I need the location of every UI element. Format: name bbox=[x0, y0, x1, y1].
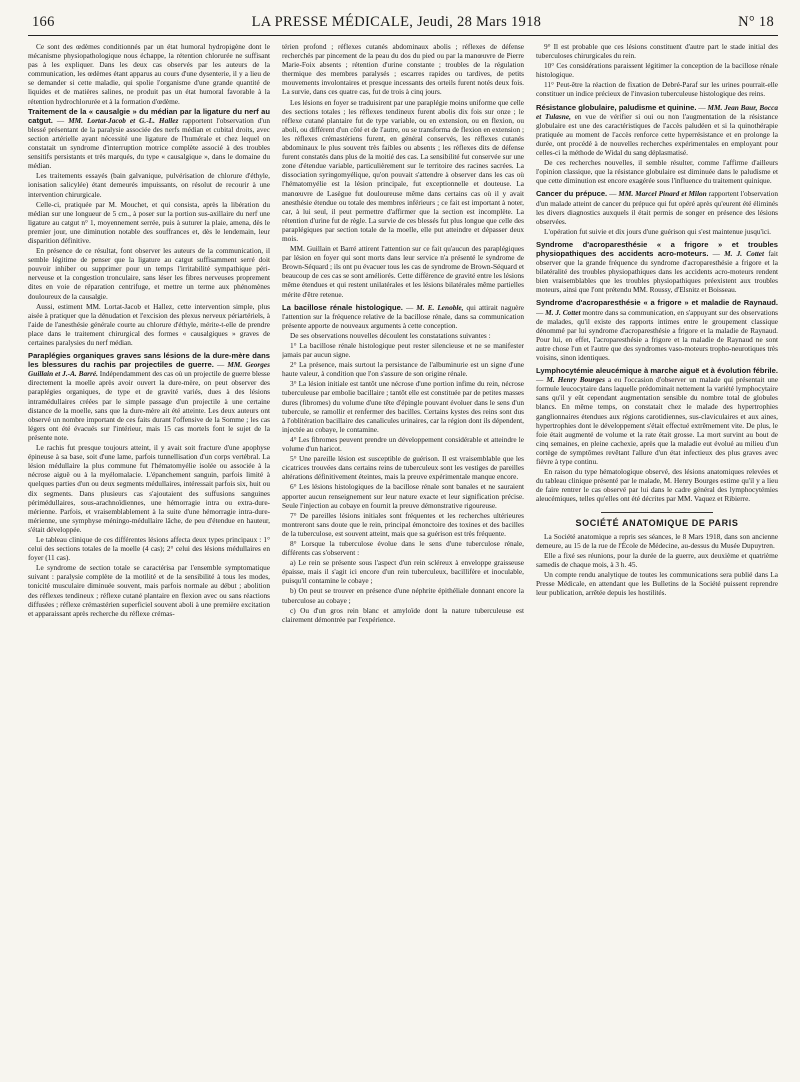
paragraph: Les lésions en foyer se traduisirent par une paraplégie moins uniforme que celle des sections totales ; les réflexes tendineux furent abolis dix fois sur onze ; le réflexe cutané plantaire fut de type variable, ou en extension, ou en flexion, ou aboli, ou différent d'un côté et de l'autre, ou se transforma de flexion en extension ; les réflexes crémastériens furent, en général conservés, les réflexes cutanés abdominaux le plus souvent très faibles ou absents ; les réflexes dits de défense furent constatés dans plus de la moitié des cas. La sensibilité fut conservée sur une zone d'étendue variable, particulièrement sur le territoire des racines sacrées. La dissociation syringomyélique, qu'on pouvait s'attendre à observer dans les cas où l'hématomyélie est la lésion principale, fut exceptionnelle et douteuse. La manœuvre de Lasègue fut douloureuse même dans certains cas où il y avait anesthésie étendue ou totale des membres inférieurs ; ce fait est important à noter, car, à lui seul, il peut permettre d'affirmer que la section est incomplète. La rétention d'urine fut de règle. La survie de ces blessés fut plus longue que celle des paraplégiques par section totale de la moelle, elle put atteindre et dépasser deux mois. bbox=[282, 97, 524, 243]
paragraph: 9° Il est probable que ces lésions constituent d'autre part le stade initial des tuberculoses chirurgicales du rein. bbox=[536, 42, 778, 61]
section-pinard: Cancer du prépuce. — MM. Marcel Pinard et Milon rapportent l'observation d'un malade atteint de cancer du prépuce qui fut opéré après qu'eurent été éliminés les divers diagnostics auxquels il était permis de songer en présence des lésions observées. bbox=[536, 189, 778, 226]
page-header bbox=[28, 14, 778, 36]
paragraph: Le syndrome de section totale se caractérisa par l'ensemble symptomatique suivant : paralysie complète de la motilité et de la sensibilité à tous les modes, tonicité musculaire diminuée souvent, mais parfois normale au début ; abolition des réflexes tendineux ; réflexe cutané plantaire en flexion avec ou sans réactions diffusées ; réflexe crémastérien superficiel souvent aboli à une première excitation et apparaissant après recherche du réflexe crémas- bbox=[28, 563, 270, 618]
section-title: Lymphocytémie aleucémique à marche aiguë et à évolution fébrile. bbox=[536, 366, 778, 376]
paragraph: 7° De pareilles lésions initiales sont fréquentes et les recherches ultérieures montreront sans doute que le rein, principal émonctoire des toxines et des bacilles de la tuberculose, est souvent atteint, mais que sa guérison est très fréquente. bbox=[282, 510, 524, 538]
paragraph: b) On peut se trouver en présence d'une néphrite épithéliale donnant encore la tuberculose au cobaye ; bbox=[282, 586, 524, 605]
section-authors: M. J. Cottet bbox=[545, 307, 581, 317]
section-text: a eu l'occasion d'observer un malade qui présentait une formule leucocytaire dans laquelle prédominait nettement la variété lymphocytaire sans qu'il y eût cependant augmentation sensible du nombre total de globules blancs. En même temps, on constatait chez le malade des hypertrophies ganglionnaires étendues aux régions carotidiennes, sus-claviculaires et aux aines, hypertrophies dont le développement s'était effectué extrêmement vite. De plus, le foie était augmenté de volume et la rate était grosse. La mort survint au bout de cinq semaines, en pleine cachexie, après que la maladie eut évolué au milieu d'un cortège de symptômes revêtant l'allure d'un état infectieux des plus graves avec fièvre à type continu. bbox=[536, 375, 778, 467]
paragraph: 2° La présence, mais surtout la persistance de l'albuminurie est un signe d'une haute valeur, à condition que l'on s'assure de son origine rénale. bbox=[282, 360, 524, 379]
section-title: Résistance globulaire, paludisme et quinine. bbox=[536, 102, 697, 112]
paragraph: 6° Les lésions histologiques de la bacillose rénale sont banales et ne sauraient apporter aucun renseignement sur leur nature exacte et leur signification précise. Seule l'injection au cobaye en fournit la preuve démonstrative rigoureuse. bbox=[282, 482, 524, 510]
paragraph: Aussi, estiment MM. Lortat-Jacob et Hallez, cette intervention simple, plus aisée à pratiquer que la dénudation et l'excision des plexus nerveux périartériels, à l'aide de l'anesthésie générale courte au chlorure d'éthyle, mérite-t-elle de prendre place dans le traitement chirurgical des formes « causalgiques » graves de certaines paralysies du nerf médian. bbox=[28, 301, 270, 347]
section-title: Syndrome d'acroparesthésie « a frigore » et troubles physiopathiques des accidents acro-moteurs. bbox=[536, 239, 778, 258]
section-title: La bacillose rénale histologique. bbox=[282, 302, 403, 312]
column-3 bbox=[536, 42, 778, 1082]
paragraph: Celle-ci, pratiquée par M. Mouchet, et qui consista, après la libération du médian sur une longueur de 5 cm., à poser sur la portion sus-axillaire du nerf une ligature au catgut n° 1, moyennement serrée, puis à suturer la plaie, amena, dès le premier jour, une diminution notable des souffrances et, dès le lendemain, leur disparition définitive. bbox=[28, 199, 270, 245]
section-title: Cancer du prépuce. bbox=[536, 189, 608, 199]
section-title: Traitement de la « causalgie » du médian par la ligature du nerf au catgut. bbox=[28, 106, 270, 125]
section-bourges: Lymphocytémie aleucémique à marche aiguë et à évolution fébrile. — M. Henry Bourges a eu l'occasion d'observer un malade qui présentait une formule leucocytaire dans laquelle prédominait nettement la variété lymphocytaire sans qu'il y eût cependant augmentation sensible du nombre total de globules blancs. En même temps, on constatait chez le malade des hypertrophies ganglionnaires étendues aux régions carotidiennes, sus-claviculaires et aux aines, hypertrophies dont le développement s'était effectué extrêmement vite. De plus, le foie était augmenté de volume et la rate était grosse. La mort survint au bout de cinq semaines, en pleine cachexie, après que la maladie eut évolué au milieu d'un cortège de symptômes revêtant l'allure d'un état infectieux des plus graves avec fièvre à type continu. bbox=[536, 366, 778, 467]
paragraph: Le rachis fut presque toujours atteint, il y avait soit fracture d'une apophyse épineuse à sa base, soit d'une lame, parfois tunnellisation d'un corps vertébral. La lésion médullaire la plus commune fut l'hématomyélie isolée ou associée à la nécrose aiguë ou à la myélomalacie. L'épanchement sanguin, parfois limité à quelques parties d'un ou deux segments médullaires, intéressait parfois six, huit ou dix segments. Dans plusieurs cas s'ajoutaient des suffusions sanguines périmédullaires, sous-arachnoïdiennes, une hémorragie intra ou extra-dure-mérienne. Parfois, et vraisemblablement à la suite d'une hémorragie intra-dure-mérienne, une symphyse méningo-médullaire lâche, de peu d'étendue en hauteur, s'était développée. bbox=[28, 443, 270, 534]
section-authors: MM. Marcel Pinard et Milon bbox=[618, 189, 707, 199]
page-number: 166 bbox=[32, 14, 55, 30]
section-text: rapportent l'observation d'un malade atteint de cancer du prépuce qui fut opéré après qu'eurent été éliminés les divers diagnostics auxquels il était permis de songer en présence des lésions observées. bbox=[536, 189, 778, 226]
section-text: rapportent l'observation d'un blessé présentant de la paralysie associée des nerfs médian et cubital droits, avec section artérielle ayant nécessité une ligature de l'humérale et chez lequel on constatait un syndrome d'interruption motrice complète associé à des troubles sensitifs persistants et très marqués, du type « causalgique », dans le domaine du médian. bbox=[28, 115, 270, 171]
paragraph: 3° La lésion initiale est tantôt une nécrose d'une portion infime du rein, nécrose tuberculeuse par embolie bacillaire ; tantôt elle est constituée par de petites masses dures (fibromes) du volume d'une tête d'épingle pouvant évoluer dans le sens d'un tubercule, se ramollir et renfermer des bacilles. Certains kystes des reins sont dus à l'oblitération bacillaire des canalicules urinaires, car la région dont ils dépendent, injectée au cobaye, le contamine. bbox=[282, 379, 524, 434]
section-title: Syndrome d'acroparesthésie « a frigore » et maladie de Raynaud. bbox=[536, 298, 778, 308]
column-1 bbox=[28, 42, 270, 1082]
paragraph: a) Le rein se présente sous l'aspect d'un rein scléreux à enveloppe graisseuse épaisse, mais il s'agit ici encore d'un rein tuberculeux, bacillifère et inoculable, puisqu'il contamine le cobaye ; bbox=[282, 558, 524, 586]
section-authors: M. J. Cottet bbox=[724, 248, 765, 258]
section-text: en vue de vérifier si oui ou non l'augmentation de la résistance globulaire est une des caractéristiques de l'accès paludéen et si la quinothérapie pratiquée au moment de l'accès renforce cette hyperrésistance et en prolonge la durée, ont procédé à de nouvelles recherches expérimentales en employant pour celles-ci la méthode de Widal du sang déplasmatisé. bbox=[536, 111, 778, 158]
section-text: Indépendamment des cas où un projectile de guerre blesse directement la moelle après avoir ouvert la dure-mère, on peut observer des paraplégies organiques, de type et de gravité variés, dues à des lésions intramédullaires créées par le simple passage d'un projectile à une certaine distance de la moelle, sans que la dure-mère ait été atteinte. Les deux auteurs ont observé un nombre important de ces faits durant l'offensive de la Somme ; les cas légers ont été évacués sur l'intérieur, mais 15 cas mortels font le sujet de la présente note. bbox=[28, 369, 270, 442]
society-heading: SOCIÉTÉ ANATOMIQUE DE PARIS bbox=[575, 517, 739, 528]
paragraph: De ces recherches nouvelles, il semble résulter, comme l'affirme d'ailleurs l'opinion classique, que la résistance globulaire est diminuée dans le paludisme et que cette diminution est encore exagérée sous l'influence du traitement quinique. bbox=[536, 158, 778, 186]
paragraph: 11° Peut-être la réaction de fixation de Debré-Paraf sur les urines pourrait-elle constituer un indice précieux de l'invasion tuberculeuse histologique des reins. bbox=[536, 80, 778, 99]
section-divider bbox=[601, 512, 712, 513]
section-authors: M. E. Lenoble, bbox=[416, 302, 464, 312]
section-cottet-1: Syndrome d'acroparesthésie « a frigore » et troubles physiopathiques des accidents acro-moteurs. — M. J. Cottet fait observer que la grande fréquence du syndrome d'acroparesthésie a frigore et la bilatéralité des troubles physiopathiques dans les accidents acro-moteurs rendent bien vraisemblables que les troubles physiopathiques préexistent aux troubles moteurs, ainsi que l'ont prétendu MM. Roussy, d'Elsnitz et Boisseau. bbox=[536, 239, 778, 295]
paragraph: 1° La bacillose rénale histologique peut rester silencieuse et ne se manifester jamais par aucun signe. bbox=[282, 341, 524, 360]
paragraph: Elle a fixé ses réunions, pour la durée de la guerre, aux deuxième et quatrième samedis de chaque mois, à 3 h. 45. bbox=[536, 550, 778, 569]
paragraph: En présence de ce résultat, font observer les auteurs de la communication, il semble légitime de penser que la ligature au catgut suffisamment serré doit pouvoir inhiber ou supprimer pour un temps l'irritabilité sympathique péri-nerveuse et la congestion tronculaire, sans léser les fibres nerveuses proprement dites en voie de réparation centrifuge, et mettre un terme aux phénomènes douloureux de la causalgie. bbox=[28, 246, 270, 301]
section-title: Paraplégies organiques graves sans lésions de la dure-mère dans les blessures du rachis par projectiles de guerre. bbox=[28, 351, 270, 370]
paragraph: 5° Une pareille lésion est susceptible de guérison. Il est vraisemblable que les cicatrices trouvées dans certains reins de tuberculeux sont les vestiges de pareilles altérations définitivement éteintes, mais la preuve expérimentale manque encore. bbox=[282, 454, 524, 482]
paragraph: De ses observations nouvelles découlent les constatations suivantes : bbox=[290, 330, 491, 340]
section-lortat-jacob: Traitement de la « causalgie » du médian par la ligature du nerf au catgut. — MM. Lortat-Jacob et G.-L. Hallez rapportent l'observation d'un blessé présentant de la paralysie associée des nerfs médian et cubital droits, avec section artérielle ayant nécessité une ligature de l'humérale et chez lequel on constatait un syndrome d'interruption motrice complète associé à des troubles sensitifs persistants et très marqués, du type « causalgique », dans le domaine du médian. bbox=[28, 106, 270, 171]
section-authors: MM. Georges Guillain et J.-A. Barré. bbox=[28, 360, 270, 379]
paragraph: L'opération fut suivie et dix jours d'une guérison qui s'est maintenue jusqu'ici. bbox=[544, 226, 771, 236]
paragraph: MM. Guillain et Barré attirent l'attention sur ce fait qu'aucun des paraplégiques par lésion en foyer qui sont morts dans leur service n'a présenté le syndrome de Brown-Séquard ; ils ont pu évacuer tous les cas de syndrome de Brown-Séquard et beaucoup de ces cas se sont améliorés. Cette différence de gravité entre les lésions même étendues et qui restent unilatérales et les lésions bilatérales même partielles mérite d'être retenue. bbox=[282, 244, 524, 299]
section-authors: MM. Lortat-Jacob et G.-L. Hallez bbox=[68, 115, 179, 125]
paragraph: En raison du type hématologique observé, des lésions anatomiques relevées et du tableau clinique présenté par le malade, M. Henry Bourges estime qu'il y a lieu de faire rentrer le cas observé par lui dans le cadre général des lymphocytémies aleucémiques, telles qu'elles ont été décrites par MM. Vaquez et Ribierre. bbox=[536, 467, 778, 504]
paragraph: La Société anatomique a repris ses séances, le 8 Mars 1918, dans son ancienne demeure, au 15 de la rue de l'École de Médecine, au-dessus du Musée Dupuytren. bbox=[536, 531, 778, 550]
paragraph: Le tableau clinique de ces différentes lésions affecta deux types principaux : 1° celui des sections totales de la moelle (4 cas); 2° celui des lésions médullaires en foyer (11 cas). bbox=[28, 534, 270, 563]
paragraph: Les traitements essayés (bain galvanique, pulvérisation de chlorure d'éthyle, ionisation salicylée) étant demeurés impuissants, on résolut de recourir à une intervention chirurgicale. bbox=[28, 171, 270, 199]
section-authors: M. Henry Bourges bbox=[546, 375, 605, 385]
paragraph: 4° Les fibromes peuvent prendre un développement considérable et atteindre le volume d'un haricot. bbox=[282, 434, 524, 454]
paragraph: térien profond ; réflexes cutanés abdominaux abolis ; réflexes de défense recherchés par pincement de la peau du dos du pied ou par la manœuvre de Pierre Marie-Foix absents ; rétention d'urine constante ; troubles de la régulation thermique des membres paralysés ; escarres rapides ou tardives, de petits mouvements involontaires et presque incessants des orteils furent notés deux fois. La survie, dans ces quatre cas, fut de trois à cinq jours. bbox=[282, 42, 524, 97]
section-baur: Résistance globulaire, paludisme et quinine. — MM. Jean Baur, Bocca et Tulasne, en vue de vérifier si oui ou non l'augmentation de la résistance globulaire est une des caractéristiques de l'accès paludéen et si la quinothérapie pratiquée au moment de l'accès renforce cette hyperrésistance et en prolonge la durée, ont procédé à de nouvelles recherches expérimentales en employant pour celles-ci la méthode de Widal du sang déplasmatisé. bbox=[536, 102, 778, 158]
issue-number: N° 18 bbox=[738, 14, 774, 30]
section-guillain-barre: Paraplégies organiques graves sans lésions de la dure-mère dans les blessures du rachis par projectiles de guerre. — MM. Georges Guillain et J.-A. Barré. Indépendamment des cas où un projectile de guerre blesse directement la moelle après avoir ouvert la dure-mère, on peut observer des paraplégies organiques, de type et de gravité variés, dues à des lésions intramédullaires créées par le simple passage d'un projectile à une certaine distance de la moelle, sans que la dure-mère ait été atteinte. Les deux auteurs ont observé un nombre important de ces faits durant l'offensive de la Somme ; les cas légers ont été évacués sur l'intérieur, mais 15 cas mortels font le sujet de la présente note. bbox=[28, 351, 270, 442]
section-text: qui attirait naguère l'attention sur la fréquence relative de la bacillose rénale, dans sa communication présente apporte de nouveaux arguments à cette conception. bbox=[282, 302, 524, 330]
section-cottet-2: Syndrome d'acroparesthésie « a frigore » et maladie de Raynaud. — M. J. Cottet montre dans sa communication, en s'appuyant sur des observations de malades, qu'il existe des rapports intimes entre le groupement classique dénommé par lui syndrome d'acroparesthésie a frigore et la maladie de Raynaud. Pour lui, en effet, l'acroparesthésie a frigore et la maladie de Raynaud ne sont autre chose l'un et l'autre que des syndromes vaso-moteurs tropho-neurotiques très voisins, sinon identiques. bbox=[536, 298, 778, 362]
section-text: fait observer que la grande fréquence du syndrome d'acroparesthésie a frigore et la bilatéralité des troubles physiopathiques dans les accidents acro-moteurs rendent bien vraisemblables que les troubles physiopathiques préexistent aux troubles moteurs, ainsi que l'ont prétendu MM. Roussy, d'Elsnitz et Boisseau. bbox=[536, 248, 778, 295]
paragraph: Ce sont des œdèmes conditionnés par un état humoral hydropigène dont le mécanisme physiopathologique nous échappe, la rétention chlorurée ne suffisant pas à les expliquer. Dans les deux cas observés par les auteurs de la communication, les œdèmes étant apparus au cours d'une dysenterie, il y a lieu de se demander si cette maladie, qui spolie l'organisme d'une grande quantité de liquides et de matières salines, ne produit pas un état humoral favorable à la rétention hydrochlorurée et à la formation d'œdème. bbox=[28, 42, 270, 106]
column-2 bbox=[282, 42, 524, 1082]
paragraph: 10° Ces considérations paraissent légitimer la conception de la bacillose rénale histologique. bbox=[536, 61, 778, 80]
section-text: montre dans sa communication, en s'appuyant sur des observations de malades, qu'il existe des rapports intimes entre le groupement classique dénommé par lui syndrome d'acroparesthésie a frigore et la maladie de Raynaud. Pour lui, en effet, l'acroparesthésie a frigore et la maladie de Raynaud ne sont autre chose l'un et l'autre que des syndromes vaso-moteurs tropho-neurotiques très voisins, sinon identiques. bbox=[536, 307, 778, 362]
section-authors: MM. Jean Baur, Bocca et Tulasne, bbox=[536, 102, 778, 121]
paragraph: 8° Lorsque la tuberculose évolue dans le sens d'une tuberculose rénale, différents cas s'observent : bbox=[282, 538, 524, 558]
paragraph: Un compte rendu analytique de toutes les communications sera publié dans La Presse Médicale, en attendant que les Bulletins de la Société puissent reprendre leur publication, arrêtée depuis les hostilités. bbox=[536, 569, 778, 598]
article-columns bbox=[28, 42, 778, 1082]
paragraph: c) Ou d'un gros rein blanc et amyloïde dont la nature tuberculeuse est clairement démontrée par l'expérience. bbox=[282, 605, 524, 624]
publication-title: LA PRESSE MÉDICALE, Jeudi, 28 Mars 1918 bbox=[251, 14, 542, 30]
section-lenoble: La bacillose rénale histologique. — M. E. Lenoble, qui attirait naguère l'attention sur la fréquence relative de la bacillose rénale, dans sa communication présente apporte de nouveaux arguments à cette conception. bbox=[282, 302, 524, 330]
